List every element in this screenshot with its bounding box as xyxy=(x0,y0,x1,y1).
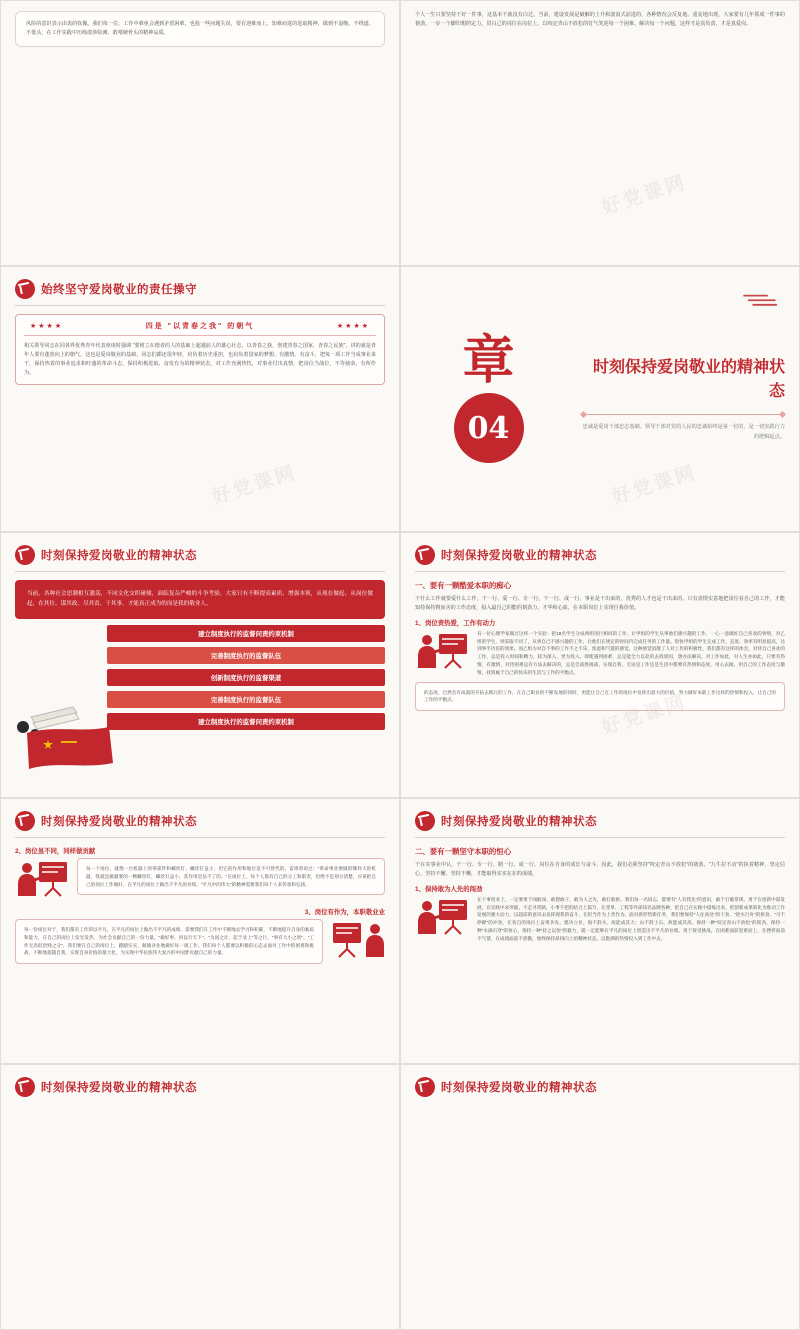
slide-bottom-left[interactable] xyxy=(0,1064,400,1330)
stars-right: ★★★★ xyxy=(336,323,370,330)
stars-left: ★★★★ xyxy=(30,323,64,330)
slide-heading xyxy=(415,811,785,831)
party-emblem-icon xyxy=(415,545,435,565)
list-item[interactable] xyxy=(15,625,385,642)
content-row xyxy=(415,630,785,677)
slide-heading xyxy=(15,279,385,299)
section-heading: 二、要有一颗坚守本职的恒心 xyxy=(415,847,512,856)
body-card xyxy=(77,858,385,895)
party-emblem-icon xyxy=(415,1077,435,1097)
slide-heading xyxy=(415,1077,785,1097)
heading-rule xyxy=(15,837,385,838)
chapter-subtitle: 忠诚是爱岗干部忠志基础。领导干部对党的人民的忠诚始终是第一位的，是一切实践行力的逻辑起点。 xyxy=(582,423,785,440)
party-emblem-icon xyxy=(15,811,35,831)
heading-rule xyxy=(415,837,785,838)
sub-heading: 3、岗位有作为，本职敬业业 xyxy=(304,909,385,916)
slide-bottom-right[interactable] xyxy=(400,1064,800,1330)
slide-heading xyxy=(15,545,385,565)
party-emblem-icon xyxy=(415,811,435,831)
heading-text: 时刻保持爱岗敬业的精神状态 xyxy=(41,816,197,828)
section-body: 干在实事业中认，干一行、专一行、精一行、成一行。岗位在自身的成长与奋斗，因此，我们必须坚持"咬定青山不放松"的韧劲、"九牛拉不动"的执着精神，坚定信心、坚持不懈、坚持不懈，才能取得实实在在的成绩。 xyxy=(415,862,785,877)
paragraph: 风险的意识表示由衷的钦佩。我们每一位，工作中难免会遇到矛盾困难，也投一些问题失误，要有迎难而上、知难而进的进取精神，做到不退缩、不绕道、不低头，在工作实践中历练敢涉险滩、敢啃硬骨头的精神品质。 xyxy=(26,21,374,36)
slide-heading xyxy=(15,811,385,831)
heading-text: 时刻保持爱岗敬业的精神状态 xyxy=(441,1082,597,1094)
heading-text: 时刻保持爱岗敬业的精神状态 xyxy=(441,550,597,562)
list-item[interactable] xyxy=(15,647,385,664)
heading-text: 时刻保持爱岗敬业的精神状态 xyxy=(41,550,197,562)
heading-rule xyxy=(15,571,385,572)
bullet-label: 建立制度执行的监督问责约束机制 xyxy=(107,625,385,642)
content-row xyxy=(415,896,785,943)
slide-chapter-cover[interactable] xyxy=(400,266,800,532)
card-title: 四是 "以青春之我" 的朝气 xyxy=(145,323,255,330)
slide-duty[interactable] xyxy=(0,266,400,532)
bullet-label: 完善制度执行的监督队伍 xyxy=(107,691,385,708)
content-row xyxy=(15,919,385,965)
chapter-separator xyxy=(581,414,785,415)
bullet-label: 创新制度执行的监督渠道 xyxy=(107,669,385,686)
slide-value[interactable] xyxy=(0,798,400,1064)
heading-rule xyxy=(415,571,785,572)
content-row xyxy=(15,858,385,904)
presenter-icon xyxy=(15,858,69,904)
party-emblem-icon xyxy=(15,1077,35,1097)
bullet-label: 完善制度执行的监督队伍 xyxy=(107,647,385,664)
slide-top-left[interactable] xyxy=(0,0,400,266)
party-emblem-icon xyxy=(15,279,35,299)
list-item[interactable] xyxy=(15,669,385,686)
star-row xyxy=(24,321,376,331)
sub-heading: 2、岗位虽不同，同样做贡献 xyxy=(15,848,96,855)
heading-rule xyxy=(15,305,385,306)
sub-body: 有一位心理学家做过这样一个实验：把18名学生分成两组进行相同的工作。让甲组的学生从事他们感兴趣的工作，一心一意做好自己喜欢的事情，对乙组的学生，则采取不同了，从事自己不感兴趣的工作，让他们在规定的时间内完成任务的工作量。很快甲组的学生完成工作，态度、效率有明显提高，达到事半功倍的效果。而乙组为对自不事的工作不之不乐，焦虑和气馁的感觉，这种感觉消散了人对工作的积极性，我们都有这样的体会，对待自己喜欢的工作，总是投入时间和精力，较为深入，更为投入，即使遇到困难，总是能全力以赴的去找原因，想办法解决。对工作如此，对人生亦如此，只要有热情、有激情，对待困难总有方法去解决的，总是会战胜挑战、实现自我，无论是工作还是生活中都要有热情和态度、用心去做、用自己的工作态度与激情，找到属于自己的快乐的生活与工作的平衡点。 xyxy=(477,630,785,675)
chapter-left xyxy=(401,267,576,531)
text-card xyxy=(15,11,385,47)
body-card xyxy=(15,919,323,964)
party-flag-icon xyxy=(13,703,123,783)
presenter-icon xyxy=(415,896,469,942)
slide-heading xyxy=(15,1077,385,1097)
chapter-title: 时刻保持爱岗敬业的精神状态 xyxy=(592,358,785,400)
bullet-label: 建立制度执行的监督问责约束机制 xyxy=(107,713,385,730)
section-heading: 一、要有一颗酷爱本职的痴心 xyxy=(415,581,512,590)
heading-text: 时刻保持爱岗敬业的精神状态 xyxy=(41,1082,197,1094)
sub-body: 每一个岗位，就像一台机器上的零部件和螺丝钉，螺丝钉虽小，但它的作用和地位是不可替代的。雷锋曾说过："革命事业要做的哪样大的机器，我就是做紧要的一颗螺丝钉，螺丝钉虽小，其作用是估不了的。"在岗位上，每个人都有自己的分工和职责，但绝不是划分清楚，应该把自己的岗位工作做好，在平凡的岗位上做出不平凡的业绩。"平凡中的伟大"的精神需要我们每个人来传承和弘扬。 xyxy=(86,866,376,887)
sub-heading: 1、保持敢为人先的闯劲 xyxy=(415,885,483,893)
divider xyxy=(24,335,376,336)
content-card xyxy=(15,314,385,385)
slide-top-right[interactable] xyxy=(400,0,800,266)
paragraph: 个人一生只要坚持干好一件事，这基本干就没有白过。当前，建设发展是破解的上升和波浪式前进的，各种情况会反复地、重复地出现，大家要有几年抓成一件事的韧劲，一步一个脚印想的定力，贯白己的岗位在岗位上，以咬定青山不放松的钉气笑迎每一个困难、解决每一个问题，这样才是真负责，才是真爱岗。 xyxy=(415,12,785,27)
slide-heart[interactable] xyxy=(400,532,800,798)
presenter-icon xyxy=(331,919,385,965)
heading-text: 时刻保持爱岗敬业的精神状态 xyxy=(441,816,597,828)
presenter-icon xyxy=(415,630,469,676)
heading-text: 始终坚守爱岗敬业的责任操守 xyxy=(41,284,197,296)
chapter-right xyxy=(581,267,785,531)
party-emblem-icon xyxy=(15,545,35,565)
slide-heading xyxy=(415,545,785,565)
note-text: 的态度，自然会有成就的开拓去践行的工作，在自己职业的不断发展的同时，更能让自己在工作的岗位中发挥出最大的价值，努力做好本职工作这样的热情和投入，让自己的工作的平衡点。 xyxy=(424,689,776,703)
slide-loyal[interactable] xyxy=(400,798,800,1064)
chapter-number-badge: 04 xyxy=(454,393,524,463)
sub-body: 在干事创业上，一定要勇于闯敢闯、敢想敢干，敢为人之先，敢打敢拼。我们每一名同志，都要有"人有我先"的意识，敢于打破常规，勇于在创新中谋发展、在实践中求突破。不走寻常路，小事不把的结合上篇写，在变革、工程等外部知名品牌各种，把自己在实践中提练出来，把创新成果转化为推动工作发展的强大动力，以超前的意识去发挥现我的奋斗，在担当作为上善作为。面对新形势新任务，我们要保持"人往高处"的干劲、"逆水行舟"的拼劲、"马不停蹄"的冲劲，在各自的岗位上奋勇争先、建功立业。海不辞水，故能成其大；山不辞土石，故能成其高。保持一种"咬定青山不放松"的韧劲，保持一种"水滴石穿"的恒心，保持一种"持之以恒"的毅力，就一定能够在平凡的岗位上创造出不平凡的业绩。勇于接受挑战，在困难面前迎难而上，在挫折面前不气馁，在成绩面前不骄傲，始终保持昂扬向上的精神状态，以饱满的热情投入到工作中去。 xyxy=(477,896,785,941)
banner-text: 当前，各种社会思潮相互激荡，不同文化交织碰撞，面临复杂严峻的斗争考验，大家只有不断提高素质、增强本领，从现在做起、从岗位做起，在其位、谋其政、尽其责、干其事，才能真正成为的岗是我的敬业人。 xyxy=(15,580,385,619)
section-body: 干什么工作就要爱什么工作，干一行、爱一行、专一行，干一行、成一行。事业是干出来的，优秀的人才也是干出来的。只有真情实意地把岗位看自己的工作，才能知持保持锲而舍的工作态度，投入最自己的能的韧劲力，才华和心血，在本职岗位上实现自我价值。 xyxy=(415,596,785,611)
note-card xyxy=(415,682,785,712)
chapter-char: 章 xyxy=(462,330,515,391)
sub-body: 每一份岗位对于，我们都有工作的以平凡、在平凡的岗位上做出不平凡的成绩，需要我们在工作中不断地去学习和积累，不断地提升自身的素质和能力，在自己的岗位上发光发热，为社会贡献自己的一份力量。"做好事、何以行天下"、"为国之计，起于业上"等之行，"事有大小之别"、"工作无高低贵贱之分"，我们要在自己的岗位上，踏踏实实、兢兢业业地做好每一项工作。我们每个人都要以积极的心态去面对工作中的困难和挑战，不断地超越自我，实现自身价值的最大化，为实现中华民族伟大复兴的中国梦贡献自己的力量。 xyxy=(24,927,314,956)
slide-system[interactable] xyxy=(0,532,400,798)
card-body: 相关领导同志在同各界优秀青年代表座谈时强调 "要树立在德者的人的基础上超越前人的雄心壮志，以青春之我，创建青春之国家，青春之民族"，讲的就是青年人要有蓬勃向上的朝气，这也是爱岗敬业的基础。同志们都还很年轻，肩负着历史重担，也肩负着国家的梦想、有激情、有奋斗，把每一项工作当成事业来干，保持热着的事业追求和旺盛的革命斗志，保持积极进取、奋发有为的精神状态，对工作充满热忱，对事业付出真情，把岗位当战位，不等使命，有所作为。 xyxy=(24,343,376,376)
sub-heading: 1、岗位责热爱，工作有动力 xyxy=(415,619,496,627)
